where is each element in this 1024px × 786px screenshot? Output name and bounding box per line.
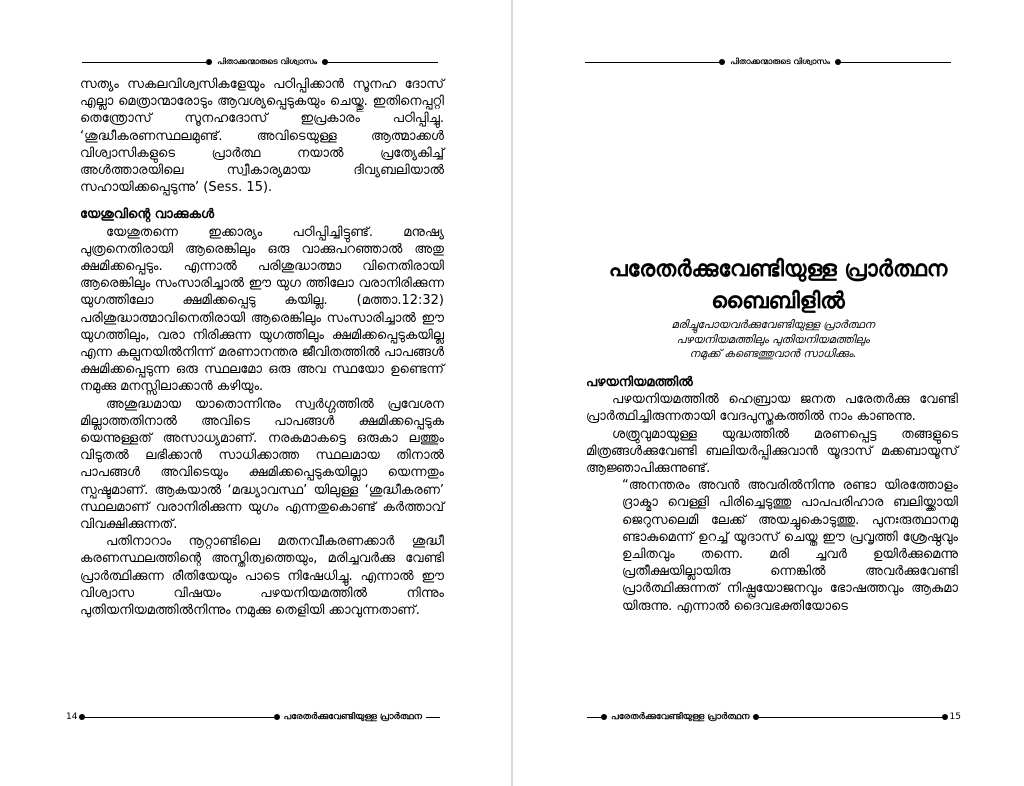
footer-title: പരേതർക്കുവേണ്ടിയുള്ള പ്രാർത്ഥന [283, 712, 422, 722]
block-quote [586, 477, 958, 615]
section-heading: പഴയനിയമത്തിൽ [586, 375, 693, 390]
footer-rule [426, 717, 440, 718]
header-rule [585, 62, 719, 63]
right-page [513, 0, 1024, 786]
footer-rule [587, 717, 601, 718]
paragraph: യേശുതന്നെ ഇക്കാര്യം പഠിപ്പിച്ചിട്ടുണ്ട്. മനുഷ്യ പുത്രനെതിരായി ആരെങ്കിലും ഒരു വാക്കുപറഞ്ഞാൽ അതു ക്ഷമിക്കപ്പെടും. എന്നാൽ പരിശുദ്ധാത്മാ വിനെതിരായി ആരെങ്കിലും സംസാരിച്ചാൽ ഈ യുഗ ത്തിലോ വരാനിരിക്കുന്ന യുഗത്തിലോ ക്ഷമിക്കപ്പെടു കയില്ല. (മത്താ.12:32) പരിശുദ്ധാത്മാവിനെതിരായി ആരെങ്കിലും സംസാരിച്ചാൽ ഈ യുഗത്തിലും, വരാ നിരിക്കുന്ന യുഗത്തിലും ക്ഷമിക്കപ്പെടുകയില്ല എന്ന കല്പനയിൽനിന്ന് മരണാനന്തര ജീവിതത്തിൽ പാപങ്ങൾ ക്ഷമിക്കപ്പെടുന്ന ഒരു സ്ഥലമോ ഒരു അവ സ്ഥയോ ഉണ്ടെന്ന് നമുക്കു മനസ്സിലാക്കാൻ കഴിയും. [80, 224, 444, 395]
chapter-title [553, 254, 1003, 318]
footer-rule [85, 717, 273, 718]
section-heading: യേശുവിന്റെ വാക്കുകൾ [80, 207, 215, 223]
page-footer [587, 710, 963, 724]
header-rule [328, 62, 438, 63]
running-header-text: പിതാക്കന്മാരുടെ വിശ്വാസം [730, 57, 830, 66]
intro-line: പഴയനിയമത്തിലും പുതിയനിയമത്തിലും [676, 332, 870, 346]
body-text [80, 76, 444, 619]
running-header [82, 56, 438, 68]
footer-rule [759, 717, 941, 718]
header-rule [841, 62, 951, 63]
running-header-text: പിതാക്കന്മാരുടെ വിശ്വാസം [217, 57, 317, 66]
paragraph: പഴയനിയമത്തിൽ ഹെബ്രായ ജനത പരേതർക്കു വേണ്ടി പ്രാർത്ഥിച്ചിരുന്നതായി വേദപുസ്തകത്തിൽ നാം കാണുന്നു. [586, 392, 958, 425]
intro-line: മരിച്ചുപോയവർക്കുവേണ്ടിയുള്ള പ്രാർത്ഥന [671, 318, 875, 331]
chapter-intro [613, 318, 933, 362]
left-page [0, 0, 511, 786]
chapter-title-line: പരേതർക്കുവേണ്ടിയുള്ള പ്രാർത്ഥന [608, 257, 948, 282]
intro-line: നമുക്ക് കണ്ടെത്തുവാൻ സാധിക്കും. [689, 347, 857, 360]
page-number: 14 [66, 712, 78, 722]
chapter-title-line: ബൈബിളിൽ [711, 289, 845, 314]
paragraph: ശത്രുവുമായുള്ള യുദ്ധത്തിൽ മരണപ്പെട്ട തങ്ങളുടെ മിത്രങ്ങൾക്കുവേണ്ടി ബലിയർപ്പിക്കുവാൻ യൂദാസ് മക്കബായൂസ് ആജ്ഞാപിക്കുന്നുണ്ട്. [586, 426, 958, 477]
body-text [586, 374, 958, 615]
page-number: 15 [949, 712, 961, 722]
running-header [585, 56, 951, 68]
paragraph: പതിനാറാം നൂറ്റാണ്ടിലെ മതനവീകരണക്കാർ ശുദ്ധീ കരണസ്ഥലത്തിന്റെ അസ്തിത്വത്തെയും, മരിച്ചവർക്കു വേണ്ടി പ്രാർത്ഥിക്കുന്ന രീതിയേയും പാടെ നിഷേധിച്ചു. എന്നാൽ ഈ വിശ്വാസ വിഷയം പഴയനിയമത്തിൽ നിന്നും പുതിയനിയമത്തിൽനിന്നും നമുക്കു തെളിയി ക്കാവുന്നതാണ്. [80, 534, 444, 619]
paragraph: അശുദ്ധമായ യാതൊന്നിനും സ്വർഗ്ഗത്തിൽ പ്രവേശന മില്ലാത്തതിനാൽ അവിടെ പാപങ്ങൾ ക്ഷമിക്കപ്പെടുക യെന്നുള്ളത് അസാധ്യമാണ്. നരകമാകട്ടെ ഒരുകാ ലത്തും വിടുതൽ ലഭിക്കാൻ സാധിക്കാത്ത സ്ഥലമായ തിനാൽ പാപങ്ങൾ അവിടെയും ക്ഷമിക്കപ്പെടുകയില്ലാ യെന്നതും സ്പഷ്ടമാണ്. ആകയാൽ ‘മദ്ധ്യാവസ്ഥ’ യിലുള്ള ‘ശുദ്ധീകരണ’ സ്ഥലമാണ് വരാനിരിക്കുന്ന യുഗം എന്നതുകൊണ്ട് കർത്താവ് വിവക്ഷിക്കുന്നത്. [80, 396, 444, 533]
quote-text: “അനന്തരം അവൻ അവരിൽനിന്നു രണ്ടാ യിരത്തോളം ദ്രാക്മാ വെള്ളി പിരിച്ചെടുത്തു പാപപരിഹാര ബലിയ്ക്കായി ജെറുസലെമി ലേക്ക് അയച്ചുകൊടുത്തു. പുനഃരുത്ഥാനമു ണ്ടാകുമെന്ന് ഉറച്ച് യൂദാസ് ചെയ്ത ഈ പ്രവൃത്തി ശ്രേഷ്ഠവും ഉചിതവും തന്നെ. മരി ച്ചവർ ഉയിർക്കുമെന്നു പ്രതീക്ഷയില്ലായിരു ന്നെങ്കിൽ അവർക്കുവേണ്ടി പ്രാർത്ഥിക്കുന്നത് നിഷ്പ്രയോജനവും ഭോഷത്തവും ആകുമാ യിരുന്നു. എന്നാൽ ദൈവഭക്തിയോടെ [622, 478, 958, 614]
footer-title: പരേതർക്കുവേണ്ടിയുള്ള പ്രാർത്ഥന [611, 712, 750, 722]
header-rule [82, 62, 206, 63]
page-footer [64, 710, 440, 724]
paragraph: സത്യം സകലവിശ്വസികളേയും പഠിപ്പിക്കാൻ സൂനഹ ദോസ് എല്ലാ മെത്രാന്മാരോടും ആവശ്യപ്പെടുകയും ചെയ്തു. ഇതിനെപ്പറ്റി തെന്ത്രോസ് സൂനഹദോസ് ഇപ്രകാരം പഠിപ്പിച്ചു. ‘ശുദ്ധീകരണസ്ഥലമുണ്ട്. അവിടെയുള്ള ആത്മാക്കൾ വിശ്വാസികളുടെ പ്രാർത്ഥ നയാൽ പ്രത്യേകിച്ച് അൾത്താരയിലെ സ്വീകാര്യമായ ദിവ്യബലിയാൽ സഹായിക്കപ്പെടുന്നു’ (Sess. 15). [80, 77, 444, 196]
